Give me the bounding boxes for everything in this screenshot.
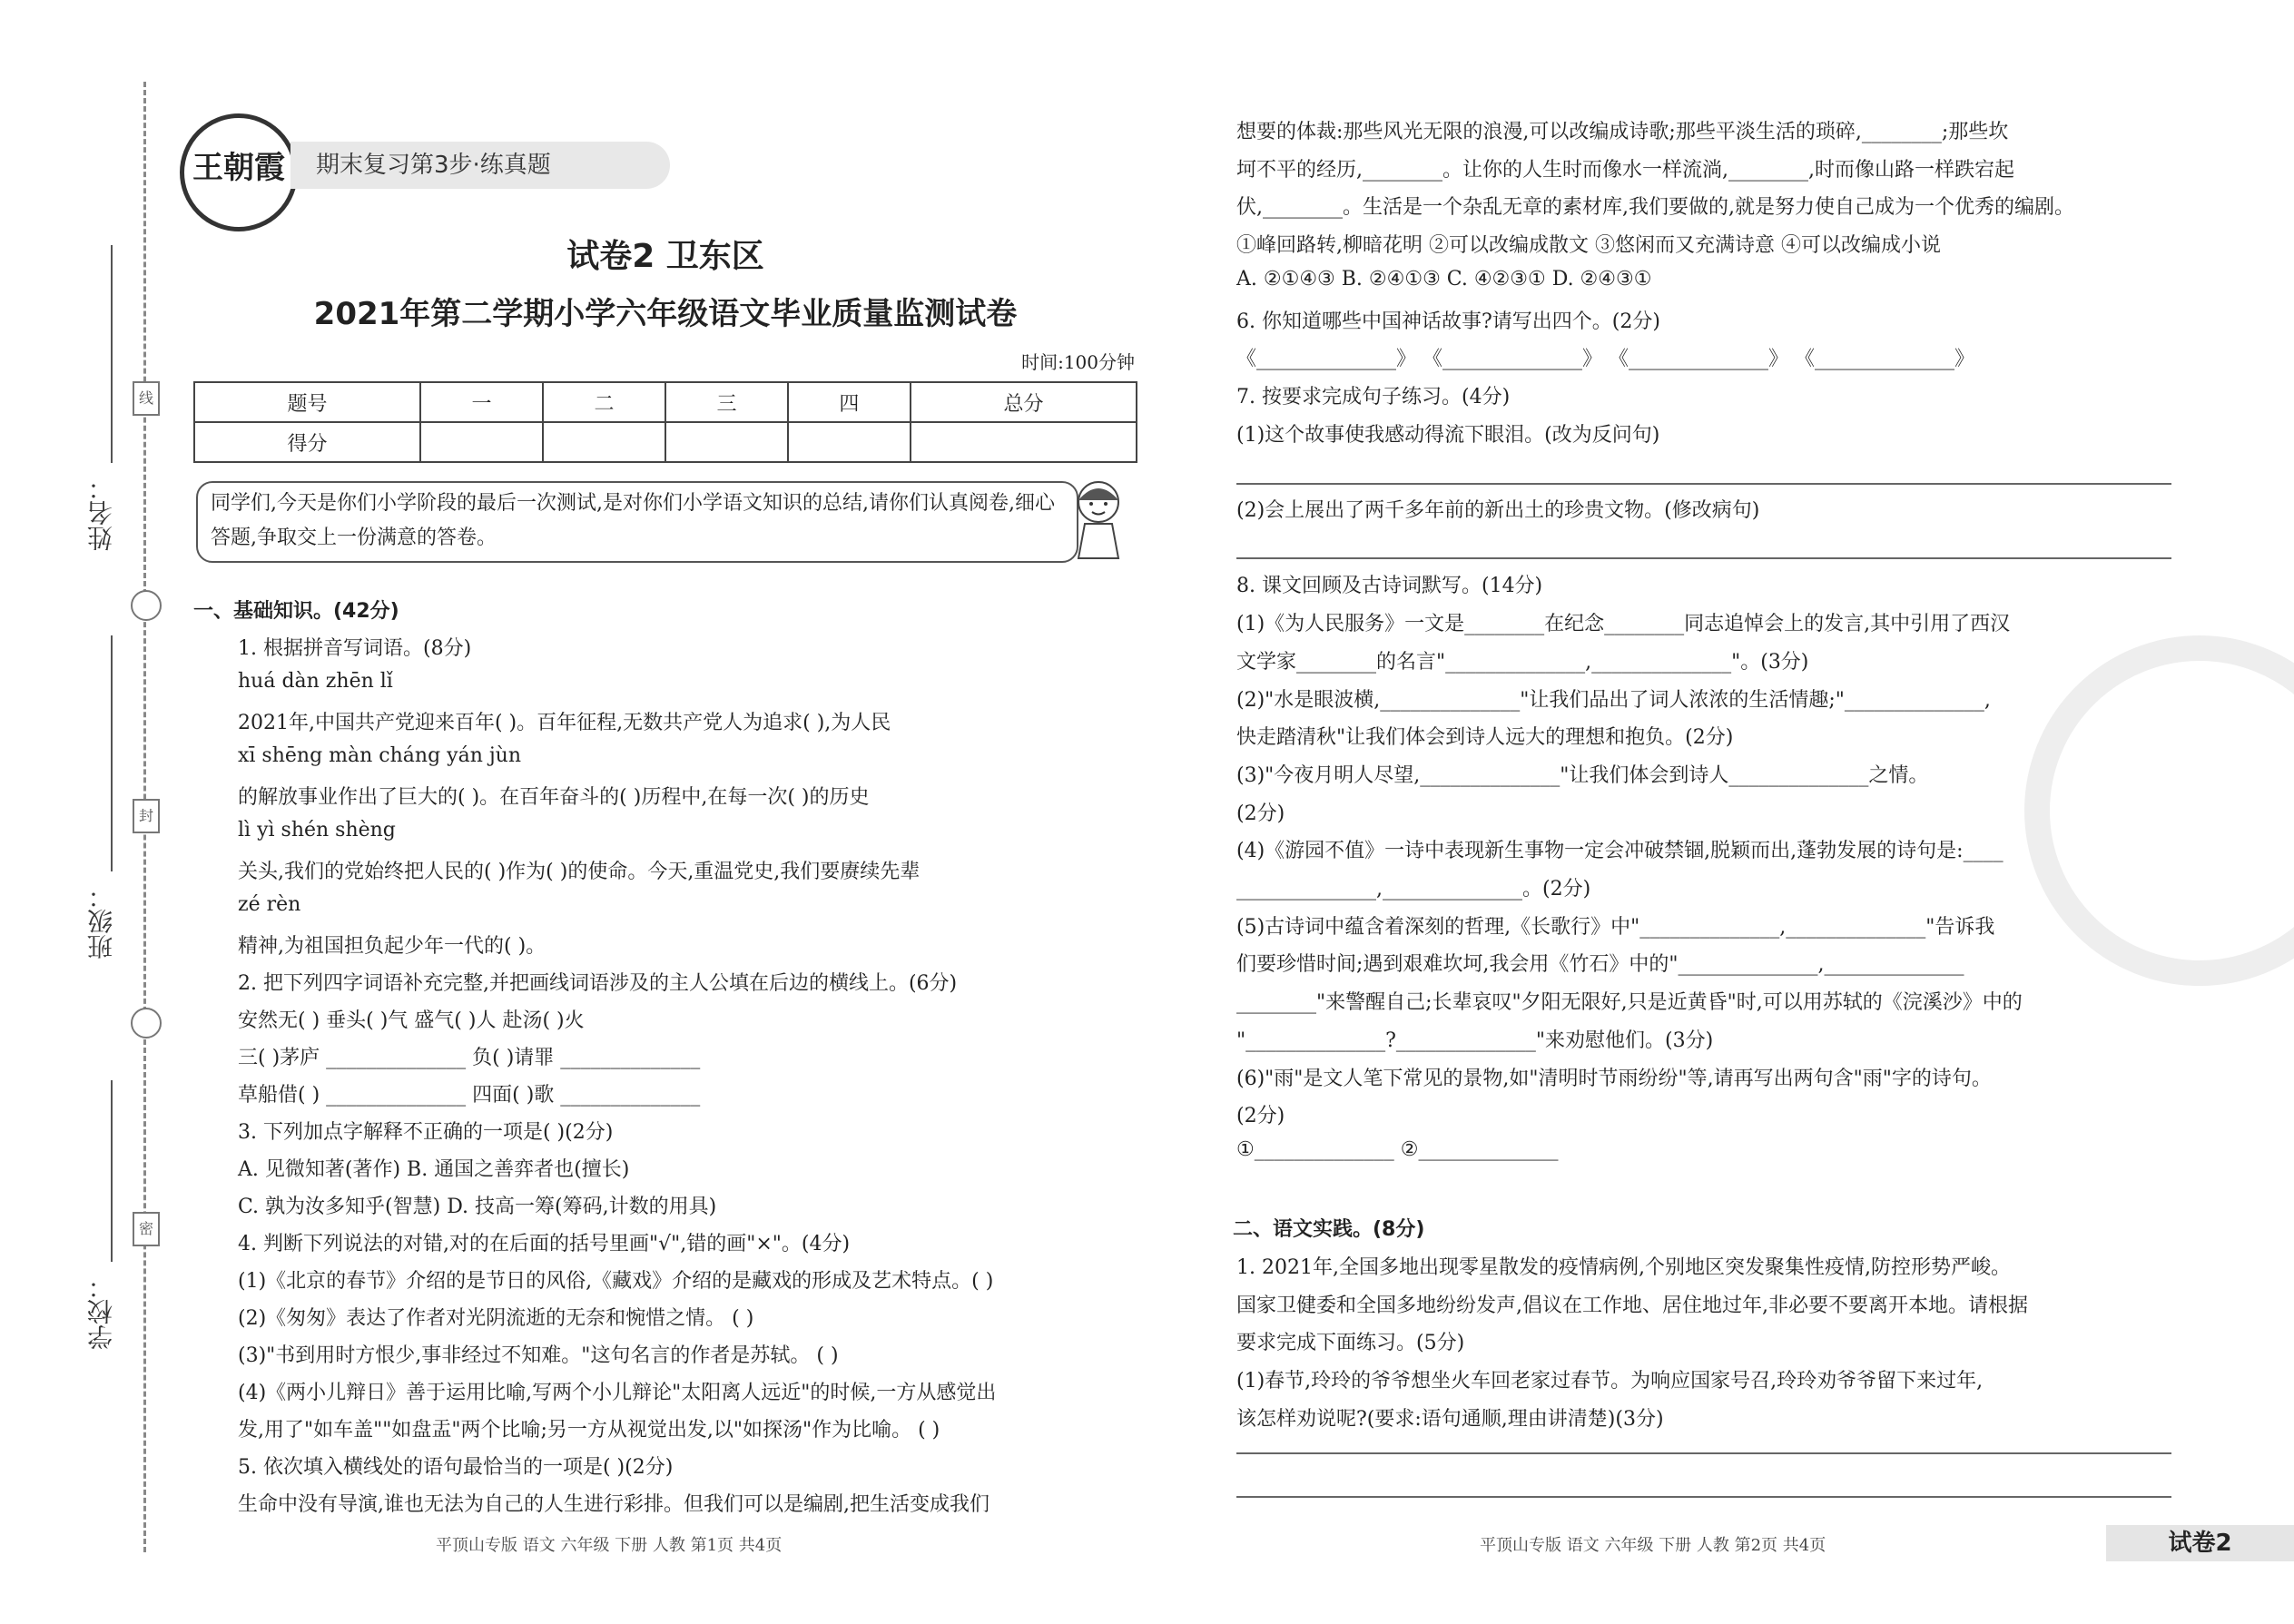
question-line: 快走踏清秋"让我们体会到诗人远大的理想和抱负。(2分) bbox=[1236, 726, 1734, 750]
question-line: A. 见微知著(著作) B. 通国之善弈者也(擅长) bbox=[238, 1158, 630, 1181]
score-cell: 三 bbox=[665, 382, 788, 422]
step-banner: 期末复习第3步·练真题 bbox=[290, 142, 670, 189]
paper-subtitle: 2021年第二学期小学六年级语文毕业质量监测试卷 bbox=[313, 296, 1018, 332]
question-line: 该怎样劝说呢?(要求:语句通顺,理由讲清楚)(3分) bbox=[1236, 1407, 1664, 1431]
class-blank[interactable] bbox=[111, 635, 113, 871]
school-label: 学校： bbox=[86, 1274, 116, 1350]
paper-tag: 试卷2 bbox=[2106, 1525, 2294, 1561]
school-blank[interactable] bbox=[111, 1080, 113, 1262]
question-line: (5)古诗词中蕴含着深刻的哲理,《长歌行》中"______________,______________"告诉我 bbox=[1236, 915, 1995, 939]
score-table bbox=[193, 381, 1137, 463]
logo-text: 王朝霞 bbox=[192, 150, 285, 186]
question-line: (3)"书到用时方恨少,事非经过不知难。"这句名言的作者是苏轼。 ( ) bbox=[238, 1344, 839, 1367]
question-line: 5. 依次填入横线处的语句最恰当的一项是( )(2分) bbox=[238, 1456, 674, 1479]
time-limit: 时间:100分钟 bbox=[1021, 351, 1135, 373]
class-label: 班级： bbox=[86, 883, 116, 960]
question-line: 想要的体裁:那些风光无限的浪漫,可以改编成诗歌;那些平淡生活的琐碎,________;那些坎 bbox=[1236, 121, 2009, 143]
question-line: 三( )茅庐 ______________ 负( )请罪 ______________ bbox=[238, 1047, 701, 1069]
score-table-score-row bbox=[194, 422, 1137, 462]
question-line: 6. 你知道哪些中国神话故事?请写出四个。(2分) bbox=[1236, 310, 1660, 333]
answer-line[interactable] bbox=[1236, 483, 2171, 485]
binding-hole bbox=[131, 590, 162, 621]
question-line: 1. 根据拼音写词语。(8分) bbox=[238, 637, 472, 660]
question-line: (1)这个故事使我感动得流下眼泪。(改为反问句) bbox=[1236, 423, 1660, 447]
question-line: (1)《为人民服务》一文是________在纪念________同志追悼会上的发言,其中引用了西汉 bbox=[1236, 613, 2011, 636]
question-line: 7. 按要求完成句子练习。(4分) bbox=[1236, 385, 1511, 408]
binding-tag: 封 bbox=[133, 799, 160, 833]
question-line: 要求完成下面练习。(5分) bbox=[1236, 1332, 1465, 1355]
name-blank[interactable] bbox=[111, 245, 113, 463]
watermark-seal bbox=[2024, 635, 2294, 986]
question-line: (2分) bbox=[1236, 802, 1285, 825]
question-line: (2)"水是眼波横,______________"让我们品出了词人浓浓的生活情趣;"______________, bbox=[1236, 688, 1991, 712]
question-line: 文学家________的名言"______________,______________"。(3分) bbox=[1236, 650, 1809, 674]
question-line: 坷不平的经历,________。让你的人生时而像水一样流淌,________,时而像山路一样跌宕起 bbox=[1236, 158, 2014, 182]
question-line: 草船借( ) ______________ 四面( )歌 ______________ bbox=[238, 1084, 701, 1107]
section-heading: 二、语文实践。(8分) bbox=[1233, 1218, 1425, 1242]
question-line: C. 孰为汝多知乎(智慧) D. 技高一筹(筹码,计数的用具) bbox=[238, 1196, 717, 1218]
question-line: 2. 把下列四字词语补充完整,并把画线词语涉及的主人公填在后边的横线上。(6分) bbox=[238, 972, 958, 995]
question-line: (1)春节,玲玲的爷爷想坐火车回老家过春节。为响应国家号召,玲玲劝爷爷留下来过年, bbox=[1236, 1370, 1984, 1393]
question-line: 发,用了"如车盖""如盘盂"两个比喻;另一方从视觉出发,以"如探汤"作为比喻。 ( ) bbox=[238, 1419, 940, 1442]
question-line: A. ②①④③ B. ②④①③ C. ④②③① D. ②④③① bbox=[1236, 267, 1652, 290]
answer-line[interactable] bbox=[1236, 1496, 2171, 1498]
score-row-label: 得分 bbox=[194, 422, 420, 462]
question-line: (6)"雨"是文人笔下常见的景物,如"清明时节雨纷纷"等,请再写出两句含"雨"字的诗句。 bbox=[1236, 1067, 1992, 1090]
question-line: lì yì shén shèng bbox=[238, 819, 396, 842]
binding-tag: 线 bbox=[133, 381, 160, 416]
question-line: 4. 判断下列说法的对错,对的在后面的括号里画"√",错的画"×"。(4分) bbox=[238, 1233, 851, 1255]
score-input-cell[interactable] bbox=[420, 422, 543, 462]
question-line: 1. 2021年,全国多地出现零星散发的疫情病例,个别地区突发聚集性疫情,防控形势严峻。 bbox=[1236, 1256, 2011, 1279]
cartoon-girl-icon bbox=[1062, 477, 1135, 564]
question-line: 关头,我们的党始终把人民的( )作为( )的使命。今天,重温党史,我们要赓续先辈 bbox=[238, 861, 921, 883]
score-input-cell[interactable] bbox=[665, 422, 788, 462]
question-line: (2分) bbox=[1236, 1105, 1285, 1128]
question-line: ________"来警醒自己;长辈哀叹"夕阳无限好,只是近黄昏"时,可以用苏轼的《浣溪沙》中的 bbox=[1236, 991, 2023, 1015]
question-line: 《______________》 《______________》 《______________》 《______________》 bbox=[1236, 348, 1974, 371]
brand-logo bbox=[180, 113, 298, 231]
question-line: (4)《两小儿辩日》善于运用比喻,写两个小儿辩论"太阳离人远近"的时候,一方从感觉出 bbox=[238, 1382, 997, 1404]
question-line: 8. 课文回顾及古诗词默写。(14分) bbox=[1236, 575, 1543, 598]
binding-tag: 密 bbox=[133, 1212, 160, 1246]
question-line: zé rèn bbox=[238, 893, 301, 916]
section-heading: 一、基础知识。(42分) bbox=[193, 600, 399, 623]
score-table-header-row bbox=[194, 382, 1137, 422]
score-cell: 总分 bbox=[911, 382, 1137, 422]
question-line: (4)《游园不值》一诗中表现新生事物一定会冲破禁锢,脱颖而出,蓬勃发展的诗句是:____ bbox=[1236, 840, 2004, 863]
question-line: 3. 下列加点字解释不正确的一项是( )(2分) bbox=[238, 1121, 614, 1144]
binding-strip bbox=[0, 0, 154, 1624]
question-line: 国家卫健委和全国多地纷纷发声,倡议在工作地、居住地过年,非必要不要离开本地。请根据 bbox=[1236, 1294, 2028, 1317]
score-input-cell[interactable] bbox=[911, 422, 1137, 462]
score-cell: 二 bbox=[543, 382, 665, 422]
question-line: 的解放事业作出了巨大的( )。在百年奋斗的( )历程中,在每一次( )的历史 bbox=[238, 786, 870, 809]
question-line: xī shēng màn cháng yán jùn bbox=[238, 744, 522, 767]
question-line: ①______________ ②______________ bbox=[1236, 1137, 1559, 1161]
question-line: (2)会上展出了两千多年前的新出土的珍贵文物。(修改病句) bbox=[1236, 499, 1760, 522]
score-cell: 一 bbox=[420, 382, 543, 422]
question-line: (1)《北京的春节》介绍的是节日的风俗,《藏戏》介绍的是藏戏的形成及艺术特点。( ) bbox=[238, 1270, 994, 1293]
score-cell: 四 bbox=[788, 382, 911, 422]
score-input-cell[interactable] bbox=[788, 422, 911, 462]
question-line: (2)《匆匆》表达了作者对光阴流逝的无奈和惋惜之情。 ( ) bbox=[238, 1307, 754, 1330]
score-input-cell[interactable] bbox=[543, 422, 665, 462]
question-line: ①峰回路转,柳暗花明 ②可以改编成散文 ③悠闲而又充满诗意 ④可以改编成小说 bbox=[1236, 234, 1941, 258]
score-cell: 题号 bbox=[194, 382, 420, 422]
page-footer-right: 平顶山专版 语文 六年级 下册 人教 第2页 共4页 bbox=[1480, 1536, 1826, 1555]
question-line: 2021年,中国共产党迎来百年( )。百年征程,无数共产党人为追求( ),为人民 bbox=[238, 712, 891, 734]
notice-box: 同学们,今天是你们小学阶段的最后一次测试,是对你们小学语文知识的总结,请你们认真阅卷,细心答题,争取交上一份满意的答卷。 bbox=[196, 481, 1078, 563]
answer-line[interactable] bbox=[1236, 557, 2171, 559]
paper-title: 试卷2 卫东区 bbox=[566, 238, 764, 275]
question-line: "______________?______________"来劝慰他们。(3分) bbox=[1236, 1029, 1714, 1052]
question-line: 伏,________。生活是一个杂乱无章的素材库,我们要做的,就是努力使自己成为一个优秀的编剧。 bbox=[1236, 196, 2074, 220]
binding-hole bbox=[131, 1008, 162, 1038]
answer-line[interactable] bbox=[1236, 1452, 2171, 1454]
page-footer-left: 平顶山专版 语文 六年级 下册 人教 第1页 共4页 bbox=[436, 1536, 783, 1555]
name-label: 姓名： bbox=[86, 475, 116, 551]
question-line: 生命中没有导演,谁也无法为自己的人生进行彩排。但我们可以是编剧,把生活变成我们 bbox=[238, 1493, 989, 1516]
question-line: huá dàn zhēn lǐ bbox=[238, 670, 393, 693]
question-line: 精神,为祖国担负起少年一代的( )。 bbox=[238, 935, 546, 958]
question-line: (3)"今夜月明人尽望,______________"让我们体会到诗人______________之情。 bbox=[1236, 763, 1929, 787]
question-line: ______________,______________。(2分) bbox=[1236, 878, 1591, 901]
question-line: 安然无( ) 垂头( )气 盛气( )人 赴汤( )火 bbox=[238, 1009, 585, 1032]
question-line: 们要珍惜时间;遇到艰难坎坷,我会用《竹石》中的"______________,______________ bbox=[1236, 953, 1964, 977]
